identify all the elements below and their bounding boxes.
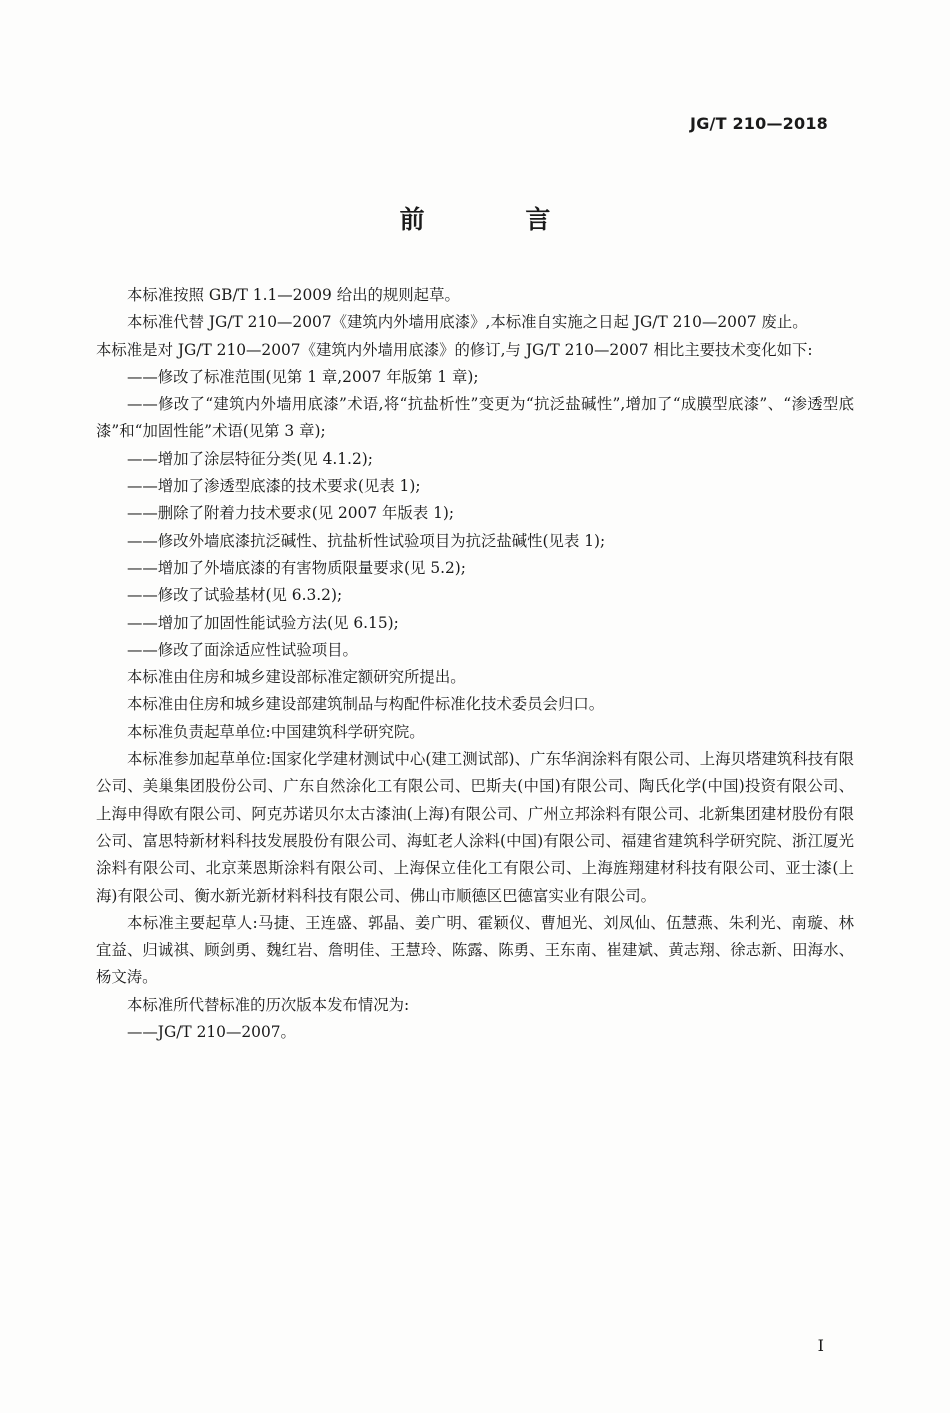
paragraph: 本标准是对 JG/T 210—2007《建筑内外墙用底漆》的修订,与 JG/T 210—2007 相比主要技术变化如下: [96,340,813,359]
list-item: ——修改了“建筑内外墙用底漆”术语,将“抗盐析性”变更为“抗泛盐碱性”,增加了“成膜型底漆”、“渗透型底漆”和“加固性能”术语(见第 3 章); [96,395,854,441]
page-title: 前 言 [399,205,597,234]
paragraph: 本标准主要起草人:马捷、王连盛、郭晶、姜广明、霍颖仪、曹旭光、刘凤仙、伍慧燕、朱利光、南璇、林宜益、归诚祺、顾剑勇、魏红岩、詹明佳、王慧玲、陈露、陈勇、王东南、崔建斌、黄志翔、徐志新、田海水、杨文涛。 [96,913,854,987]
list-item: ——增加了加固性能试验方法(见 6.15); [127,613,399,632]
paragraph: 本标准按照 GB/T 1.1—2009 给出的规则起草。 [127,286,460,304]
list-item: ——删除了附着力技术要求(见 2007 年版表 1); [127,504,455,523]
paragraph: 本标准代替 JG/T 210—2007《建筑内外墙用底漆》,本标准自实施之日起 JG/T 210—2007 废止。 [127,313,808,332]
paragraph: 本标准所代替标准的历次版本发布情况为: [127,995,410,1014]
list-item: ——修改外墙底漆抗泛碱性、抗盐析性试验项目为抗泛盐碱性(见表 1); [127,531,606,550]
list-item: ——修改了标准范围(见第 1 章,2007 年版第 1 章); [127,367,479,386]
foreword-body [96,282,854,1046]
page-number: I [817,1336,824,1355]
paragraph: 本标准负责起草单位:中国建筑科学研究院。 [127,722,425,741]
list-item: ——增加了外墙底漆的有害物质限量要求(见 5.2); [127,558,466,577]
paragraph: 本标准参加起草单位:国家化学建材测试中心(建工测试部)、广东华润涂料有限公司、上海贝塔建筑科技有限公司、美巢集团股份公司、广东自然涂化工有限公司、巴斯夫(中国)有限公司、陶氏化学(中国)投资有限公司、上海申得欧有限公司、阿克苏诺贝尔太古漆油(上海)有限公司、广州立邦涂料有限公司、北新集团建材股份有限公司、富思特新材料科技发展股份有限公司、海虹老人涂料(中国)有限公司、福建省建筑科学研究院、浙江厦光涂料有限公司、北京莱恩斯涂料有限公司、上海保立佳化工有限公司、上海旌翔建材科技有限公司、亚士漆(上海)有限公司、衡水新光新材料科技有限公司、佛山市顺德区巴德富实业有限公司。 [96,750,854,905]
paragraph: ——JG/T 210—2007。 [127,1023,296,1042]
paragraph: 本标准由住房和城乡建设部建筑制品与构配件标准化技术委员会归口。 [127,695,605,714]
list-item: ——增加了渗透型底漆的技术要求(见表 1); [127,477,421,496]
list-item: ——修改了试验基材(见 6.3.2); [127,586,343,605]
standard-code: JG/T 210—2018 [690,114,828,133]
list-item: ——增加了涂层特征分类(见 4.1.2); [127,449,373,468]
list-item: ——修改了面涂适应性试验项目。 [127,640,358,659]
paragraph: 本标准由住房和城乡建设部标准定额研究所提出。 [127,668,466,687]
